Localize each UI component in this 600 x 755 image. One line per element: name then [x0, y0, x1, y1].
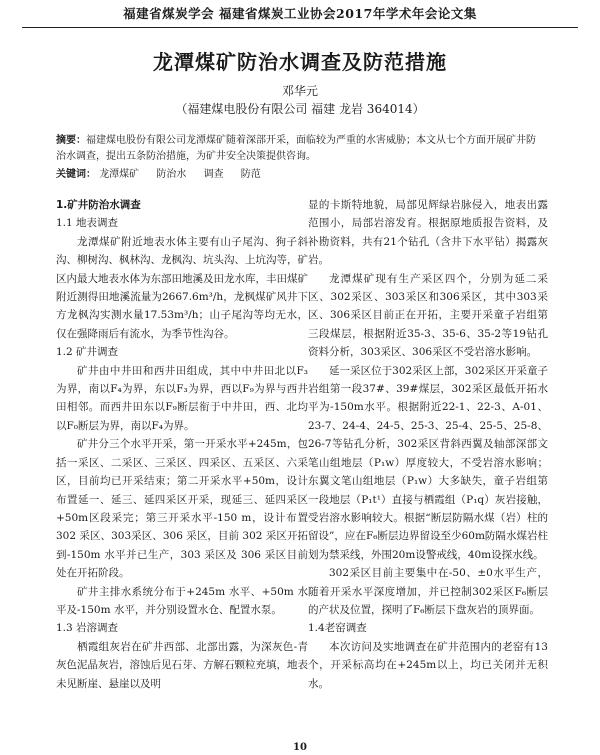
page-number: 10 — [293, 742, 307, 753]
subsection-heading: 1.4老窑调查 — [308, 622, 367, 635]
affiliation: （福建煤电股份有限公司 福建 龙岩 364014） — [175, 102, 425, 116]
running-header: 福建省煤炭学会 福建省煤炭工业协会2017年学术年会论文集 — [22, 4, 578, 28]
keyword: 龙潭煤矿 — [99, 169, 140, 180]
author: 邓华元 — [281, 84, 318, 98]
subsection-heading: 1.1 地表调查 — [56, 217, 119, 230]
keyword: 防范 — [240, 169, 261, 180]
body-paragraph: 显的卡斯特地貌，局部见辉绿岩脉侵入，地表出露范围小，局部岩溶发育。根据原地质报告资料，及补勘资料，共有21个钻孔（含井下水平钻）揭露灰岩。 — [308, 199, 548, 267]
subsection-heading: 1.3 岩溶调查 — [56, 622, 119, 635]
body-paragraph: 302采区目前主要集中在-50、±0水平生产，随着开采水平深度增加，并已控制302采区F₆断层的产状及位置，探明了F₆断层下盘灰岩的顶界面。 — [308, 567, 548, 616]
section-heading: 1.矿井防治水调查 — [56, 199, 141, 211]
keyword: 调查 — [203, 169, 224, 180]
body-paragraph: 矿井由中井田和西井田组成，其中中井田北以F₃为界，南以F₄为界，东以F₃为界，西以F₉为界与西井田相邻。而西井田东以F₉断层衔于中井田，西、北均以F₀断层为界，南以F₄为界。 — [56, 364, 308, 432]
abstract-label: 摘要： — [56, 135, 86, 146]
body-paragraph: 矿井主排水系统分布于+245m 水平、+50m 水平及-150m 水平，并分别设置水仓、配置水泵。 — [56, 585, 308, 616]
abstract — [56, 133, 544, 165]
keyword: 防治水 — [156, 169, 187, 180]
paper-title: 龙潭煤矿防治水调查及防范措施 — [153, 50, 447, 74]
body-paragraph: 延一采区位于302采区上部，302采区开采童子岩组第一段37#、39#煤层，302采区最低开拓水平为-150m水平。根据附近22-1、22-3、A-01、23-7、24-4、24-5、25-3、25-4、25-5、25-8、26-7等钻孔分析，302采区背斜西翼及轴部深部文笔山组地层（P₁w）厚度较大，不受岩溶水影响；东翼文笔山组地层（P₁w）大多缺失，童子岩组第一段地层（P₁t¹）直接与栖霞组（P₁q）灰岩接触，受岩溶水影响较大。根据“断层防隔水煤（岩）柱的留设”，应在F₆断层边界留设至少60m防隔水煤岩柱划为禁采线，外围20m设警戒线，40m设探水线。 — [308, 364, 548, 561]
body-paragraph: 本次访问及实地调查在矿井范围内的老窑有13个，开采标高均在+245m以上，均已关闭并无积水。 — [308, 640, 548, 690]
subsection-heading: 1.2 矿井调查 — [56, 346, 119, 359]
right-column — [308, 196, 548, 693]
body-paragraph: 龙潭煤矿附近地表水体主要有山子尾沟、狗子斜沟、柳树沟、枫林沟、龙枫沟、坑头沟、上坑沟等，矿区内最大地表水体为东部田地溪及田龙水库，丰田煤矿附近测得田地溪流量为2667.6m³/h，龙枫煤矿风井下方龙枫沟实测水量17.53m³/h；山子尾沟等均无水，仅在强降雨后有流水，为季节性沟谷。 — [56, 235, 308, 340]
keywords-label: 关键词： — [56, 169, 96, 180]
keywords — [56, 167, 544, 183]
body-paragraph: 矿井分三个水平开采，第一开采水平+245m，包括一采区、二采区、三采区、四采区、五采区、六采区，目前均已开采结束；第二开采水平+50m，设计布置延一、延三、延四采区开采，现延三、延四采区+50m区段采完；第三开采水平-150 m，设计布置 302 采区、303采区、306 采区，目前 302 采区开拓到-150m 水平并已生产，303 采区及 306 采区目前处在开拓阶段。 — [56, 438, 308, 580]
body-paragraph: 栖霞组灰岩在矿井西部、北部出露，为深灰色-青灰色泥晶灰岩，溶蚀后见石芽、方解石颗粒充填，地表未见断崖、悬崖以及明 — [56, 640, 308, 690]
left-column — [56, 196, 308, 693]
abstract-text: 福建煤电股份有限公司龙潭煤矿随着深部开采，面临较为严重的水害威胁；本文从七个方面开展矿井防治水调查，提出五条防治措施，为矿井安全决策提供咨询。 — [56, 135, 536, 162]
body-paragraph: 龙潭煤矿现有生产采区四个，分别为延二采区、302采区、303采区和306采区，其中303采区、306采区目前正在开拓，主要开采童子岩组第三段煤层，根据附近35-3、35-6、35-2等19钻孔资料分析，303采区、306采区不受岩溶水影响。 — [308, 272, 548, 359]
